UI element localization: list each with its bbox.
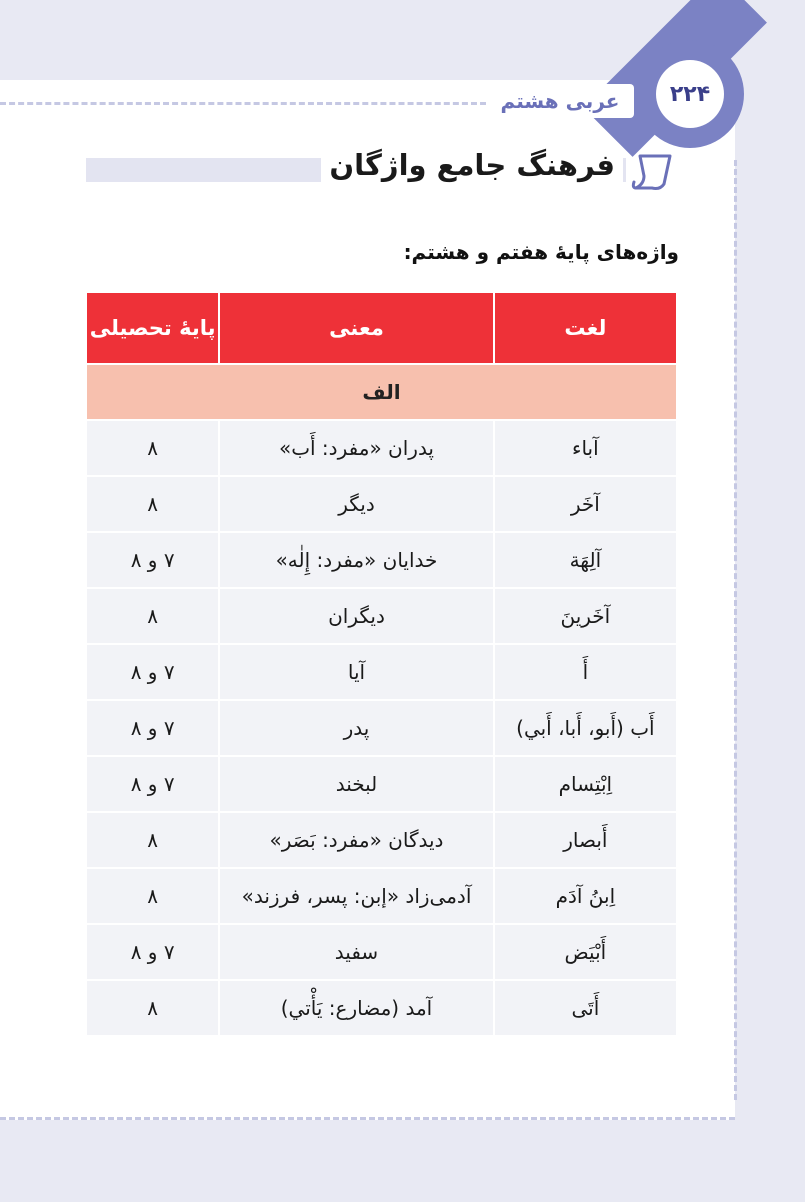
cell-word: آخَرينَ	[494, 588, 677, 644]
note-icon	[630, 148, 678, 194]
cell-meaning: آیا	[219, 644, 493, 700]
page-edge-right	[720, 160, 737, 1100]
table-row	[86, 588, 677, 644]
table-row	[86, 700, 677, 756]
cell-grade: ۷ و ۸	[86, 644, 219, 700]
table-header-row	[86, 292, 677, 364]
vocabulary-table	[85, 291, 678, 1037]
table-row	[86, 756, 677, 812]
section-letter: الف	[86, 364, 677, 420]
table-row	[86, 924, 677, 980]
page-number: ۲۲۴	[656, 60, 724, 128]
table-row	[86, 644, 677, 700]
cell-word: آلِهَة	[494, 532, 677, 588]
cell-meaning: دیدگان «مفرد: بَصَر»	[219, 812, 493, 868]
header-meaning: معنی	[219, 292, 493, 364]
cell-meaning: پدران «مفرد: أَب»	[219, 420, 493, 476]
cell-word: أَبصار	[494, 812, 677, 868]
cell-grade: ۷ و ۸	[86, 924, 219, 980]
cell-word: آباء	[494, 420, 677, 476]
cell-word: أَبْيَض	[494, 924, 677, 980]
cell-grade: ۸	[86, 420, 219, 476]
cell-grade: ۸	[86, 476, 219, 532]
cell-grade: ۷ و ۸	[86, 532, 219, 588]
cell-grade: ۸	[86, 980, 219, 1036]
cell-meaning: آمد (مضارع: يَأْتي)	[219, 980, 493, 1036]
cell-meaning: دیگر	[219, 476, 493, 532]
cell-meaning: دیگران	[219, 588, 493, 644]
table-row	[86, 476, 677, 532]
section-subheading: واژه‌های پایۀ هفتم و هشتم:	[403, 240, 679, 264]
section-row	[86, 364, 677, 420]
cell-meaning: سفید	[219, 924, 493, 980]
cell-word: اِبنُ آدَم	[494, 868, 677, 924]
table-row	[86, 812, 677, 868]
cell-meaning: لبخند	[219, 756, 493, 812]
cell-grade: ۸	[86, 588, 219, 644]
page-title: فرهنگ جامع واژگان	[321, 148, 623, 182]
cell-word: أَب (أَبو، أَبا، أَبي)	[494, 700, 677, 756]
cell-grade: ۷ و ۸	[86, 700, 219, 756]
cell-word: آخَر	[494, 476, 677, 532]
header-word: لغت	[494, 292, 677, 364]
cell-word: أَتَى	[494, 980, 677, 1036]
cell-meaning: آدمی‌زاد «إبن: پسر، فرزند»	[219, 868, 493, 924]
book-label: عربی هشتم	[486, 84, 634, 118]
cell-grade: ۸	[86, 812, 219, 868]
header-grade: پایۀ تحصیلی	[86, 292, 219, 364]
table-row	[86, 868, 677, 924]
table-row	[86, 980, 677, 1036]
cell-grade: ۷ و ۸	[86, 756, 219, 812]
table-row	[86, 532, 677, 588]
cell-word: اِبْتِسام	[494, 756, 677, 812]
cell-meaning: خدایان «مفرد: إِلٰه»	[219, 532, 493, 588]
cell-meaning: پدر	[219, 700, 493, 756]
cell-word: أَ	[494, 644, 677, 700]
cell-grade: ۸	[86, 868, 219, 924]
page-edge-bottom	[0, 1105, 735, 1120]
table-row	[86, 420, 677, 476]
